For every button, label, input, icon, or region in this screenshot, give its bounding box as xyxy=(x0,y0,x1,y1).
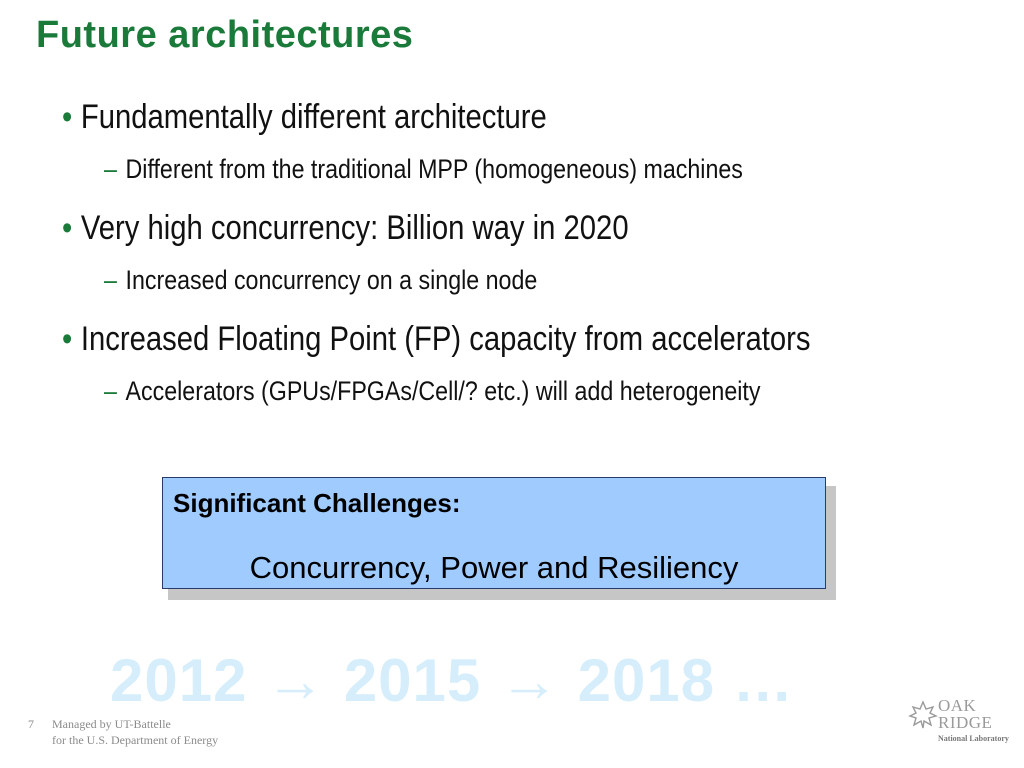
footer-line-1: Managed by UT-Battelle xyxy=(52,717,171,731)
bullet-dot: • xyxy=(62,98,73,136)
bullet-text: Fundamentally different architecture xyxy=(80,98,547,136)
logo-subtitle: National Laboratory xyxy=(938,734,1009,743)
slide-title: Future architectures xyxy=(36,14,414,56)
challenges-callout xyxy=(162,477,826,589)
sub-bullet-dash: – xyxy=(104,265,117,295)
oak-ridge-logo xyxy=(908,696,1009,748)
sub-bullet-text: Accelerators (GPUs/FPGAs/Cell/? etc.) will add heterogeneity xyxy=(125,376,761,406)
callout-body: Concurrency, Power and Resiliency xyxy=(249,550,739,585)
bullet-text: Increased Floating Point (FP) capacity from accelerators xyxy=(80,320,811,358)
sub-bullet-item xyxy=(104,376,760,407)
page-number: 7 xyxy=(28,717,34,731)
sub-bullet-dash: – xyxy=(104,376,117,406)
timeline-text: 2012 → 2015 → 2018 … xyxy=(110,647,794,714)
callout-heading: Significant Challenges: xyxy=(173,488,461,518)
bullet-item xyxy=(62,209,629,248)
bullet-text: Very high concurrency: Billion way in 2020 xyxy=(80,209,629,247)
footer-line-2: for the U.S. Department of Energy xyxy=(52,733,219,747)
logo-name-line-2: RIDGE xyxy=(938,713,993,732)
bullet-dot: • xyxy=(62,320,73,358)
bullet-item xyxy=(62,98,547,137)
bullet-dot: • xyxy=(62,209,73,247)
sub-bullet-dash: – xyxy=(104,154,117,184)
footer-text xyxy=(52,716,218,748)
bullet-item xyxy=(62,320,811,359)
leaf-icon xyxy=(908,700,938,730)
sub-bullet-text: Different from the traditional MPP (homogeneous) machines xyxy=(125,154,743,184)
logo-name-line-1: OAK xyxy=(938,696,977,715)
sub-bullet-item xyxy=(104,265,537,296)
sub-bullet-item xyxy=(104,154,743,185)
sub-bullet-text: Increased concurrency on a single node xyxy=(125,265,538,295)
